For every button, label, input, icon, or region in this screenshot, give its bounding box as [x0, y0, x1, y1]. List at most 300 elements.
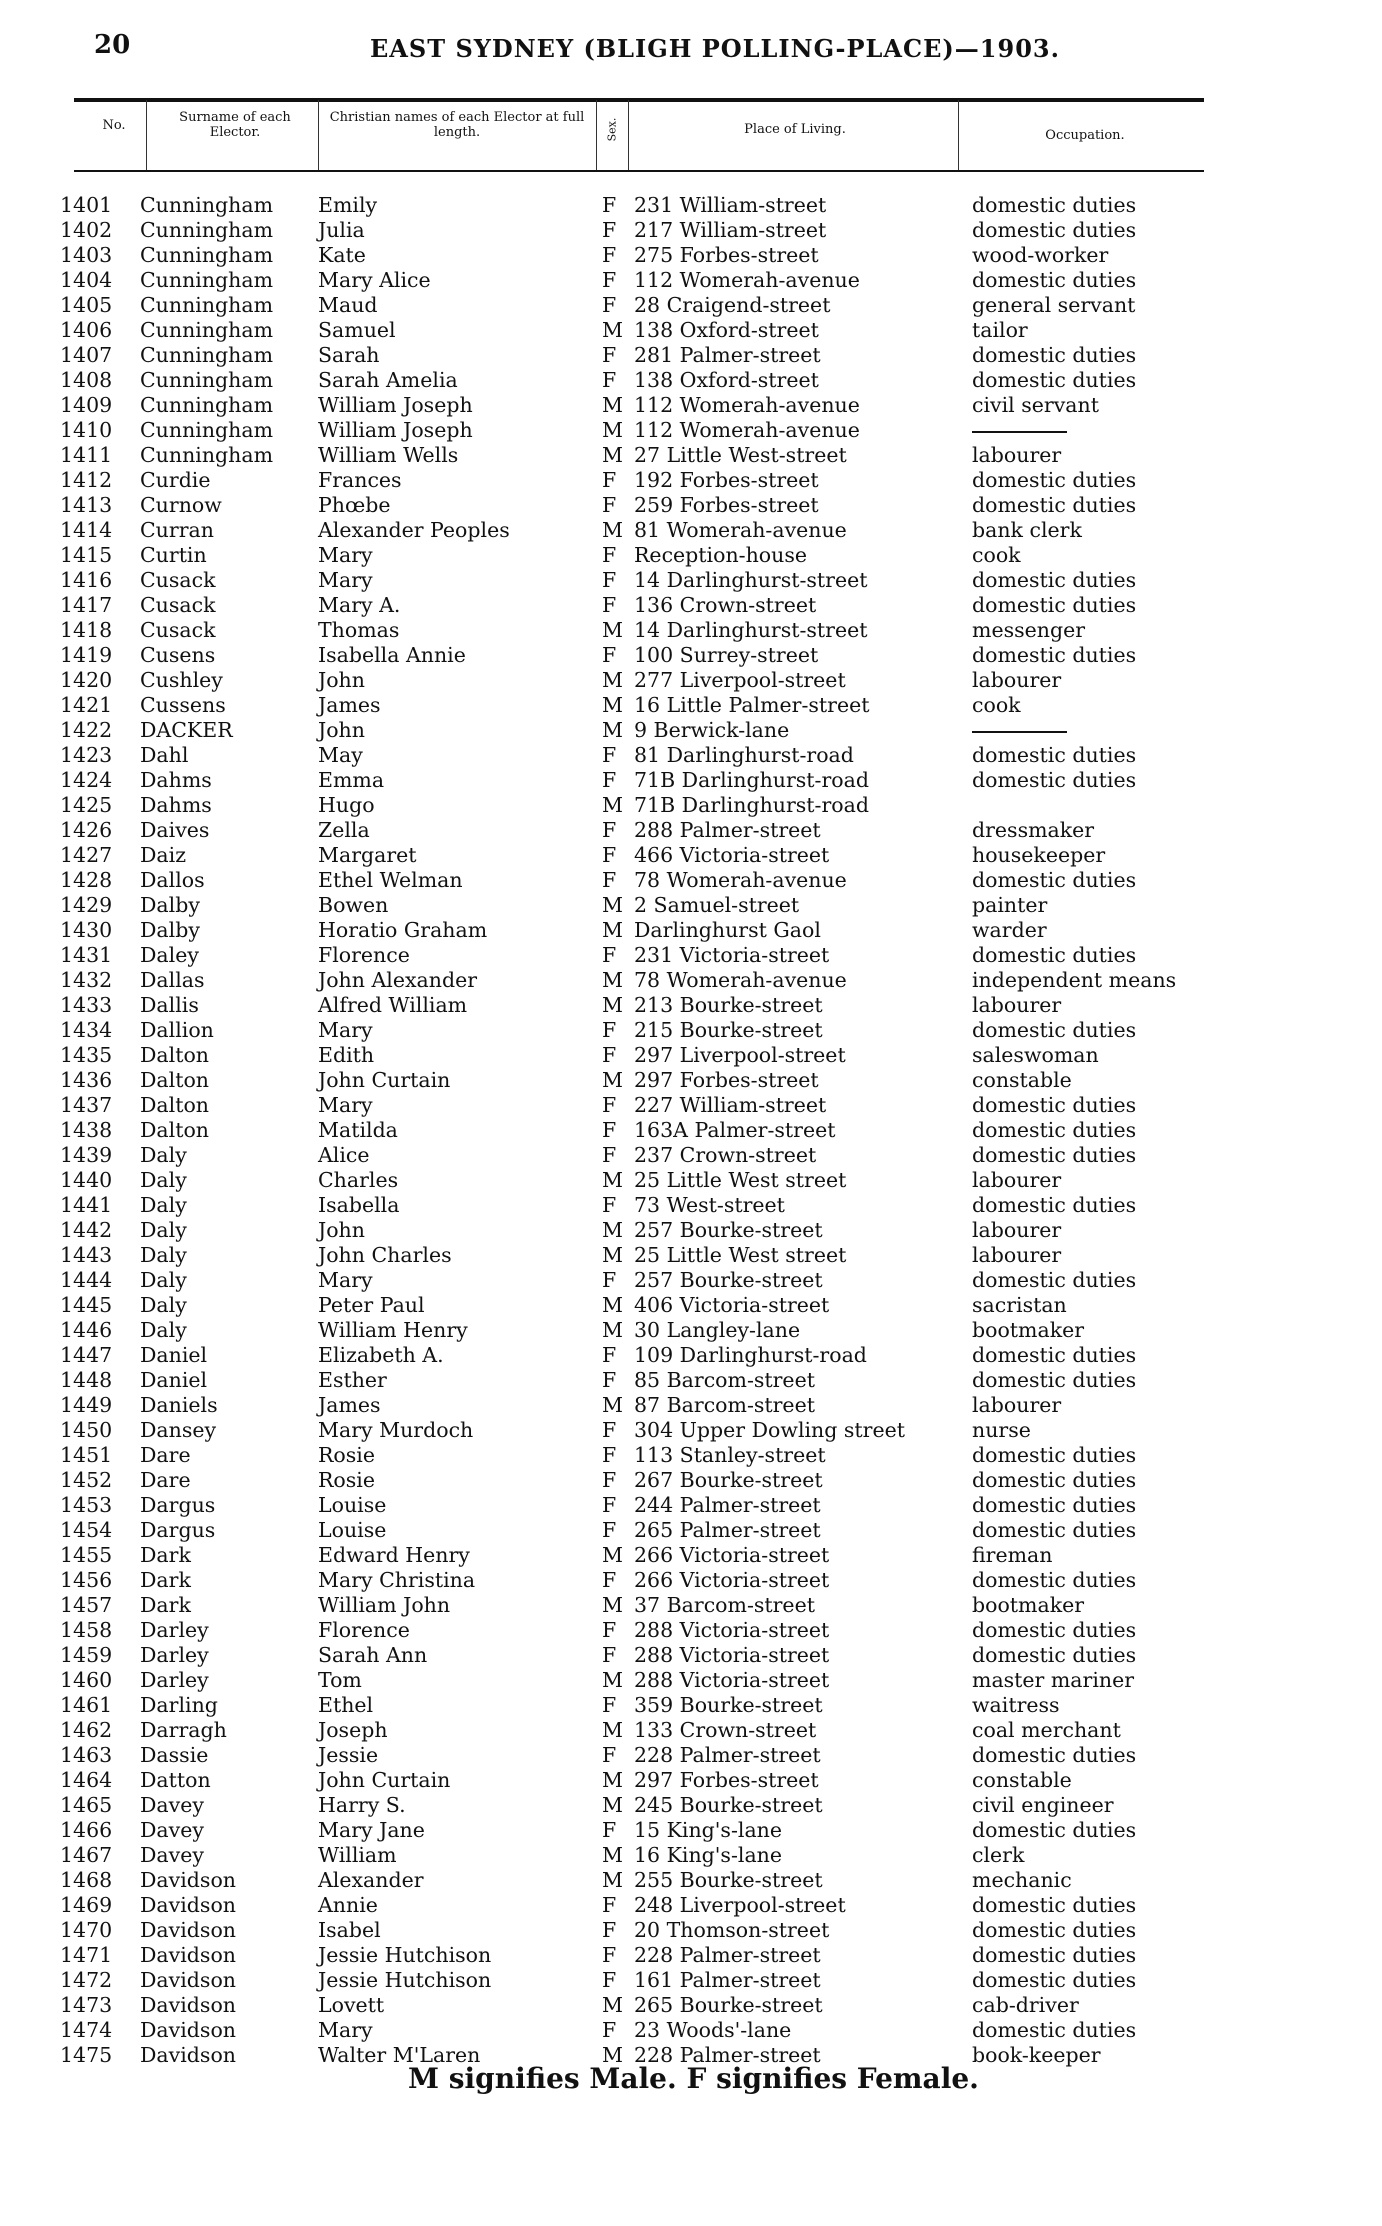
header-rule-bottom — [74, 170, 1204, 172]
place-of-living: 28 Craigend-street — [634, 293, 831, 317]
surname: Darragh — [140, 1718, 227, 1742]
occupation: domestic duties — [972, 743, 1137, 767]
sex: F — [602, 468, 617, 492]
christian-names: William John — [318, 1593, 451, 1617]
column-divider — [318, 100, 319, 170]
elector-number: 1452 — [60, 1468, 113, 1492]
sex: F — [602, 643, 617, 667]
elector-number: 1429 — [60, 893, 113, 917]
occupation: labourer — [972, 1393, 1062, 1417]
elector-number: 1470 — [60, 1918, 113, 1942]
occupation: domestic duties — [972, 218, 1137, 242]
table-row — [0, 1393, 1382, 1418]
table-row — [0, 1643, 1382, 1668]
column-header-surname: Surname of each Elector. — [179, 110, 291, 140]
place-of-living: 133 Crown-street — [634, 1718, 817, 1742]
sex: M — [602, 418, 623, 442]
christian-names: Mary — [318, 2018, 373, 2042]
elector-number: 1462 — [60, 1718, 113, 1742]
table-row — [0, 243, 1382, 268]
sex: F — [602, 1143, 617, 1167]
column-header-no: No. — [102, 118, 126, 133]
sex: M — [602, 968, 623, 992]
table-row — [0, 1718, 1382, 1743]
table-row — [0, 1618, 1382, 1643]
place-of-living: 288 Palmer-street — [634, 818, 821, 842]
place-of-living: 14 Darlinghurst-street — [634, 618, 868, 642]
christian-names: Elizabeth A. — [318, 1343, 444, 1367]
christian-names: Alexander — [318, 1868, 424, 1892]
table-row — [0, 1218, 1382, 1243]
surname: Daly — [140, 1143, 187, 1167]
occupation: domestic duties — [972, 943, 1137, 967]
christian-names: Mary Murdoch — [318, 1418, 474, 1442]
surname: Cusens — [140, 643, 216, 667]
table-row — [0, 1243, 1382, 1268]
elector-number: 1417 — [60, 593, 113, 617]
elector-number: 1472 — [60, 1968, 113, 1992]
surname: Davidson — [140, 2043, 236, 2067]
surname: Dahms — [140, 768, 212, 792]
occupation — [972, 418, 1067, 443]
surname: Davidson — [140, 1943, 236, 1967]
occupation: sacristan — [972, 1293, 1067, 1317]
place-of-living: 112 Womerah-avenue — [634, 393, 860, 417]
sex: M — [602, 1068, 623, 1092]
place-of-living: 275 Forbes-street — [634, 243, 819, 267]
occupation: domestic duties — [972, 1893, 1137, 1917]
elector-number: 1463 — [60, 1743, 113, 1767]
place-of-living: 136 Crown-street — [634, 593, 817, 617]
elector-number: 1447 — [60, 1343, 113, 1367]
sex: M — [602, 918, 623, 942]
christian-names: Thomas — [318, 618, 400, 642]
elector-number: 1437 — [60, 1093, 113, 1117]
table-row — [0, 1743, 1382, 1768]
elector-number: 1441 — [60, 1193, 113, 1217]
surname: Dahms — [140, 793, 212, 817]
place-of-living: 9 Berwick-lane — [634, 718, 790, 742]
sex: F — [602, 1418, 617, 1442]
elector-number: 1457 — [60, 1593, 113, 1617]
sex: F — [602, 1368, 617, 1392]
sex: M — [602, 668, 623, 692]
table-row — [0, 343, 1382, 368]
place-of-living: 113 Stanley-street — [634, 1443, 826, 1467]
table-row — [0, 693, 1382, 718]
christian-names: Florence — [318, 1618, 410, 1642]
table-row — [0, 918, 1382, 943]
table-row — [0, 2018, 1382, 2043]
surname: Cusack — [140, 618, 216, 642]
sex: M — [602, 1293, 623, 1317]
place-of-living: 192 Forbes-street — [634, 468, 819, 492]
surname: Dallas — [140, 968, 205, 992]
elector-number: 1428 — [60, 868, 113, 892]
place-of-living: 245 Bourke-street — [634, 1793, 823, 1817]
surname: Dalton — [140, 1118, 209, 1142]
table-row — [0, 943, 1382, 968]
elector-number: 1448 — [60, 1368, 113, 1392]
place-of-living: 288 Victoria-street — [634, 1643, 830, 1667]
page-title: EAST SYDNEY (BLIGH POLLING-PLACE)—1903. — [370, 34, 1060, 63]
christian-names: Tom — [318, 1668, 362, 1692]
christian-names: Esther — [318, 1368, 387, 1392]
place-of-living: 265 Palmer-street — [634, 1518, 821, 1542]
elector-list — [0, 193, 1382, 2068]
table-row — [0, 518, 1382, 543]
sex: M — [602, 2043, 623, 2067]
place-of-living: 100 Surrey-street — [634, 643, 819, 667]
elector-number: 1446 — [60, 1318, 113, 1342]
christian-names: John Curtain — [318, 1768, 451, 1792]
surname: Daiz — [140, 843, 187, 867]
sex: F — [602, 343, 617, 367]
place-of-living: 16 King's-lane — [634, 1843, 782, 1867]
surname: Dalby — [140, 918, 200, 942]
surname: Cunningham — [140, 193, 274, 217]
christian-names: Matilda — [318, 1118, 398, 1142]
christian-names: Charles — [318, 1168, 399, 1192]
sex: F — [602, 1693, 617, 1717]
occupation: saleswoman — [972, 1043, 1099, 1067]
surname: Cunningham — [140, 293, 274, 317]
occupation: domestic duties — [972, 1143, 1137, 1167]
table-row — [0, 493, 1382, 518]
occupation: domestic duties — [972, 493, 1137, 517]
place-of-living: 81 Darlinghurst-road — [634, 743, 854, 767]
surname: Davey — [140, 1793, 204, 1817]
place-of-living: 25 Little West street — [634, 1168, 847, 1192]
christian-names: Mary Alice — [318, 268, 431, 292]
christian-names: Emma — [318, 768, 385, 792]
christian-names: Sarah Ann — [318, 1643, 428, 1667]
occupation: domestic duties — [972, 268, 1137, 292]
occupation: messenger — [972, 618, 1086, 642]
table-row — [0, 743, 1382, 768]
christian-names: Jessie Hutchison — [318, 1968, 492, 1992]
surname: Cunningham — [140, 218, 274, 242]
elector-number: 1408 — [60, 368, 113, 392]
surname: Dallion — [140, 1018, 214, 1042]
elector-number: 1439 — [60, 1143, 113, 1167]
sex: F — [602, 1493, 617, 1517]
column-header-occupation: Occupation. — [1045, 128, 1125, 143]
sex: M — [602, 1668, 623, 1692]
surname: Dallos — [140, 868, 205, 892]
place-of-living: 16 Little Palmer-street — [634, 693, 870, 717]
occupation: fireman — [972, 1543, 1053, 1567]
surname: Dargus — [140, 1493, 216, 1517]
elector-number: 1402 — [60, 218, 113, 242]
surname: Cushley — [140, 668, 223, 692]
table-row — [0, 293, 1382, 318]
blank-rule — [972, 431, 1067, 433]
elector-number: 1403 — [60, 243, 113, 267]
table-row — [0, 718, 1382, 743]
christian-names: Emily — [318, 193, 378, 217]
surname: Daniel — [140, 1368, 208, 1392]
place-of-living: 71B Darlinghurst-road — [634, 793, 869, 817]
occupation: domestic duties — [972, 1193, 1137, 1217]
place-of-living: 78 Womerah-avenue — [634, 968, 847, 992]
elector-number: 1464 — [60, 1768, 113, 1792]
sex: F — [602, 1193, 617, 1217]
christian-names: Alice — [318, 1143, 370, 1167]
sex: F — [602, 1043, 617, 1067]
table-row — [0, 543, 1382, 568]
table-row — [0, 368, 1382, 393]
table-row — [0, 1018, 1382, 1043]
christian-names: Louise — [318, 1493, 387, 1517]
christian-names: Mary — [318, 543, 373, 567]
sex: M — [602, 1168, 623, 1192]
elector-number: 1468 — [60, 1868, 113, 1892]
place-of-living: 14 Darlinghurst-street — [634, 568, 868, 592]
christian-names: Walter M'Laren — [318, 2043, 481, 2067]
surname: Dassie — [140, 1743, 209, 1767]
surname: Dark — [140, 1568, 191, 1592]
surname: Darling — [140, 1693, 218, 1717]
surname: Dare — [140, 1443, 191, 1467]
surname: Daly — [140, 1268, 187, 1292]
occupation: domestic duties — [972, 1918, 1137, 1942]
place-of-living: 138 Oxford-street — [634, 318, 819, 342]
surname: Dallis — [140, 993, 199, 1017]
sex: M — [602, 693, 623, 717]
christian-names: Annie — [318, 1893, 378, 1917]
christian-names: Jessie Hutchison — [318, 1943, 492, 1967]
table-row — [0, 568, 1382, 593]
column-divider — [596, 100, 597, 170]
occupation: domestic duties — [972, 868, 1137, 892]
elector-number: 1431 — [60, 943, 113, 967]
occupation: domestic duties — [972, 1468, 1137, 1492]
place-of-living: 406 Victoria-street — [634, 1293, 830, 1317]
place-of-living: 257 Bourke-street — [634, 1268, 823, 1292]
christian-names: Isabella — [318, 1193, 400, 1217]
occupation — [972, 718, 1067, 743]
occupation: labourer — [972, 1168, 1062, 1192]
table-row — [0, 618, 1382, 643]
occupation: warder — [972, 918, 1047, 942]
occupation: domestic duties — [972, 1568, 1137, 1592]
elector-number: 1459 — [60, 1643, 113, 1667]
sex: F — [602, 743, 617, 767]
surname: Curdie — [140, 468, 211, 492]
surname: Daley — [140, 943, 199, 967]
elector-number: 1422 — [60, 718, 113, 742]
occupation: master mariner — [972, 1668, 1135, 1692]
christian-names: Peter Paul — [318, 1293, 425, 1317]
occupation: domestic duties — [972, 1118, 1137, 1142]
surname: Daly — [140, 1243, 187, 1267]
surname: Davidson — [140, 1968, 236, 1992]
sex: M — [602, 993, 623, 1017]
place-of-living: 359 Bourke-street — [634, 1693, 823, 1717]
christian-names: Lovett — [318, 1993, 385, 2017]
occupation: general servant — [972, 293, 1136, 317]
sex: F — [602, 1093, 617, 1117]
elector-number: 1465 — [60, 1793, 113, 1817]
surname: Cusack — [140, 568, 216, 592]
sex: F — [602, 1918, 617, 1942]
table-row — [0, 418, 1382, 443]
sex: M — [602, 1993, 623, 2017]
sex: F — [602, 943, 617, 967]
surname: Dansey — [140, 1418, 217, 1442]
sex: F — [602, 818, 617, 842]
elector-number: 1442 — [60, 1218, 113, 1242]
christian-names: Rosie — [318, 1443, 375, 1467]
christian-names: John Alexander — [318, 968, 478, 992]
surname: Dalton — [140, 1093, 209, 1117]
sex: M — [602, 1718, 623, 1742]
christian-names: Louise — [318, 1518, 387, 1542]
place-of-living: 15 King's-lane — [634, 1818, 782, 1842]
surname: Cussens — [140, 693, 226, 717]
christian-names: Phœbe — [318, 493, 391, 517]
surname: Cunningham — [140, 393, 274, 417]
table-row — [0, 218, 1382, 243]
sex: F — [602, 768, 617, 792]
place-of-living: 228 Palmer-street — [634, 1943, 821, 1967]
table-row — [0, 1843, 1382, 1868]
surname: Davidson — [140, 1918, 236, 1942]
surname: Cusack — [140, 593, 216, 617]
occupation: domestic duties — [972, 1268, 1137, 1292]
table-row — [0, 793, 1382, 818]
place-of-living: 213 Bourke-street — [634, 993, 823, 1017]
place-of-living: 266 Victoria-street — [634, 1543, 830, 1567]
surname: Cunningham — [140, 343, 274, 367]
place-of-living: 81 Womerah-avenue — [634, 518, 847, 542]
elector-number: 1460 — [60, 1668, 113, 1692]
page-number: 20 — [94, 30, 131, 60]
table-row — [0, 1093, 1382, 1118]
christian-names: Zella — [318, 818, 370, 842]
table-row — [0, 768, 1382, 793]
christian-names: John — [318, 668, 365, 692]
elector-number: 1426 — [60, 818, 113, 842]
sex: M — [602, 518, 623, 542]
sex: F — [602, 543, 617, 567]
table-row — [0, 1543, 1382, 1568]
occupation: constable — [972, 1768, 1072, 1792]
surname: Davidson — [140, 1893, 236, 1917]
christian-names: Mary A. — [318, 593, 401, 617]
elector-number: 1461 — [60, 1693, 113, 1717]
surname: Davidson — [140, 2018, 236, 2042]
occupation: domestic duties — [972, 2018, 1137, 2042]
occupation: domestic duties — [972, 368, 1137, 392]
sex: M — [602, 1768, 623, 1792]
elector-number: 1449 — [60, 1393, 113, 1417]
table-row — [0, 1818, 1382, 1843]
elector-number: 1454 — [60, 1518, 113, 1542]
surname: Dalton — [140, 1043, 209, 1067]
elector-number: 1469 — [60, 1893, 113, 1917]
table-row — [0, 1518, 1382, 1543]
place-of-living: 228 Palmer-street — [634, 2043, 821, 2067]
table-row — [0, 393, 1382, 418]
christian-names: William Joseph — [318, 393, 473, 417]
surname: Dargus — [140, 1518, 216, 1542]
elector-number: 1475 — [60, 2043, 113, 2067]
table-row — [0, 643, 1382, 668]
place-of-living: 288 Victoria-street — [634, 1668, 830, 1692]
occupation: domestic duties — [972, 1343, 1137, 1367]
surname: Darley — [140, 1668, 209, 1692]
surname: Dahl — [140, 743, 189, 767]
table-row — [0, 1568, 1382, 1593]
surname: Davey — [140, 1843, 204, 1867]
sex: M — [602, 318, 623, 342]
place-of-living: 215 Bourke-street — [634, 1018, 823, 1042]
column-header-sex: Sex. — [605, 117, 619, 142]
table-row — [0, 1893, 1382, 1918]
sex: F — [602, 493, 617, 517]
place-of-living: 297 Liverpool-street — [634, 1043, 846, 1067]
table-row — [0, 1668, 1382, 1693]
table-row — [0, 843, 1382, 868]
occupation: domestic duties — [972, 768, 1137, 792]
table-row — [0, 1043, 1382, 1068]
christian-names: Margaret — [318, 843, 417, 867]
table-row — [0, 1693, 1382, 1718]
elector-number: 1405 — [60, 293, 113, 317]
place-of-living: 266 Victoria-street — [634, 1568, 830, 1592]
surname: Daly — [140, 1168, 187, 1192]
surname: Cunningham — [140, 443, 274, 467]
sex: M — [602, 1243, 623, 1267]
occupation: domestic duties — [972, 1443, 1137, 1467]
table-row — [0, 1468, 1382, 1493]
occupation: cook — [972, 693, 1021, 717]
elector-number: 1438 — [60, 1118, 113, 1142]
surname: Davey — [140, 1818, 204, 1842]
sex: F — [602, 1518, 617, 1542]
sex: F — [602, 1643, 617, 1667]
elector-number: 1455 — [60, 1543, 113, 1567]
sex: F — [602, 368, 617, 392]
sex: F — [602, 1018, 617, 1042]
surname: Dark — [140, 1543, 191, 1567]
surname: Daniels — [140, 1393, 218, 1417]
christian-names: Edith — [318, 1043, 375, 1067]
occupation: domestic duties — [972, 643, 1137, 667]
place-of-living: Reception-house — [634, 543, 807, 567]
christian-names: Maud — [318, 293, 378, 317]
surname: Davidson — [140, 1993, 236, 2017]
place-of-living: 163A Palmer-street — [634, 1118, 836, 1142]
place-of-living: 267 Bourke-street — [634, 1468, 823, 1492]
table-row — [0, 1868, 1382, 1893]
sex: F — [602, 1743, 617, 1767]
christian-names: Mary Christina — [318, 1568, 476, 1592]
table-row — [0, 668, 1382, 693]
table-row — [0, 1968, 1382, 1993]
table-row — [0, 593, 1382, 618]
occupation: bootmaker — [972, 1318, 1085, 1342]
occupation: domestic duties — [972, 593, 1137, 617]
elector-number: 1415 — [60, 543, 113, 567]
sex: F — [602, 218, 617, 242]
christian-names: Mary Jane — [318, 1818, 425, 1842]
surname: Cunningham — [140, 243, 274, 267]
place-of-living: 71B Darlinghurst-road — [634, 768, 869, 792]
christian-names: Frances — [318, 468, 402, 492]
